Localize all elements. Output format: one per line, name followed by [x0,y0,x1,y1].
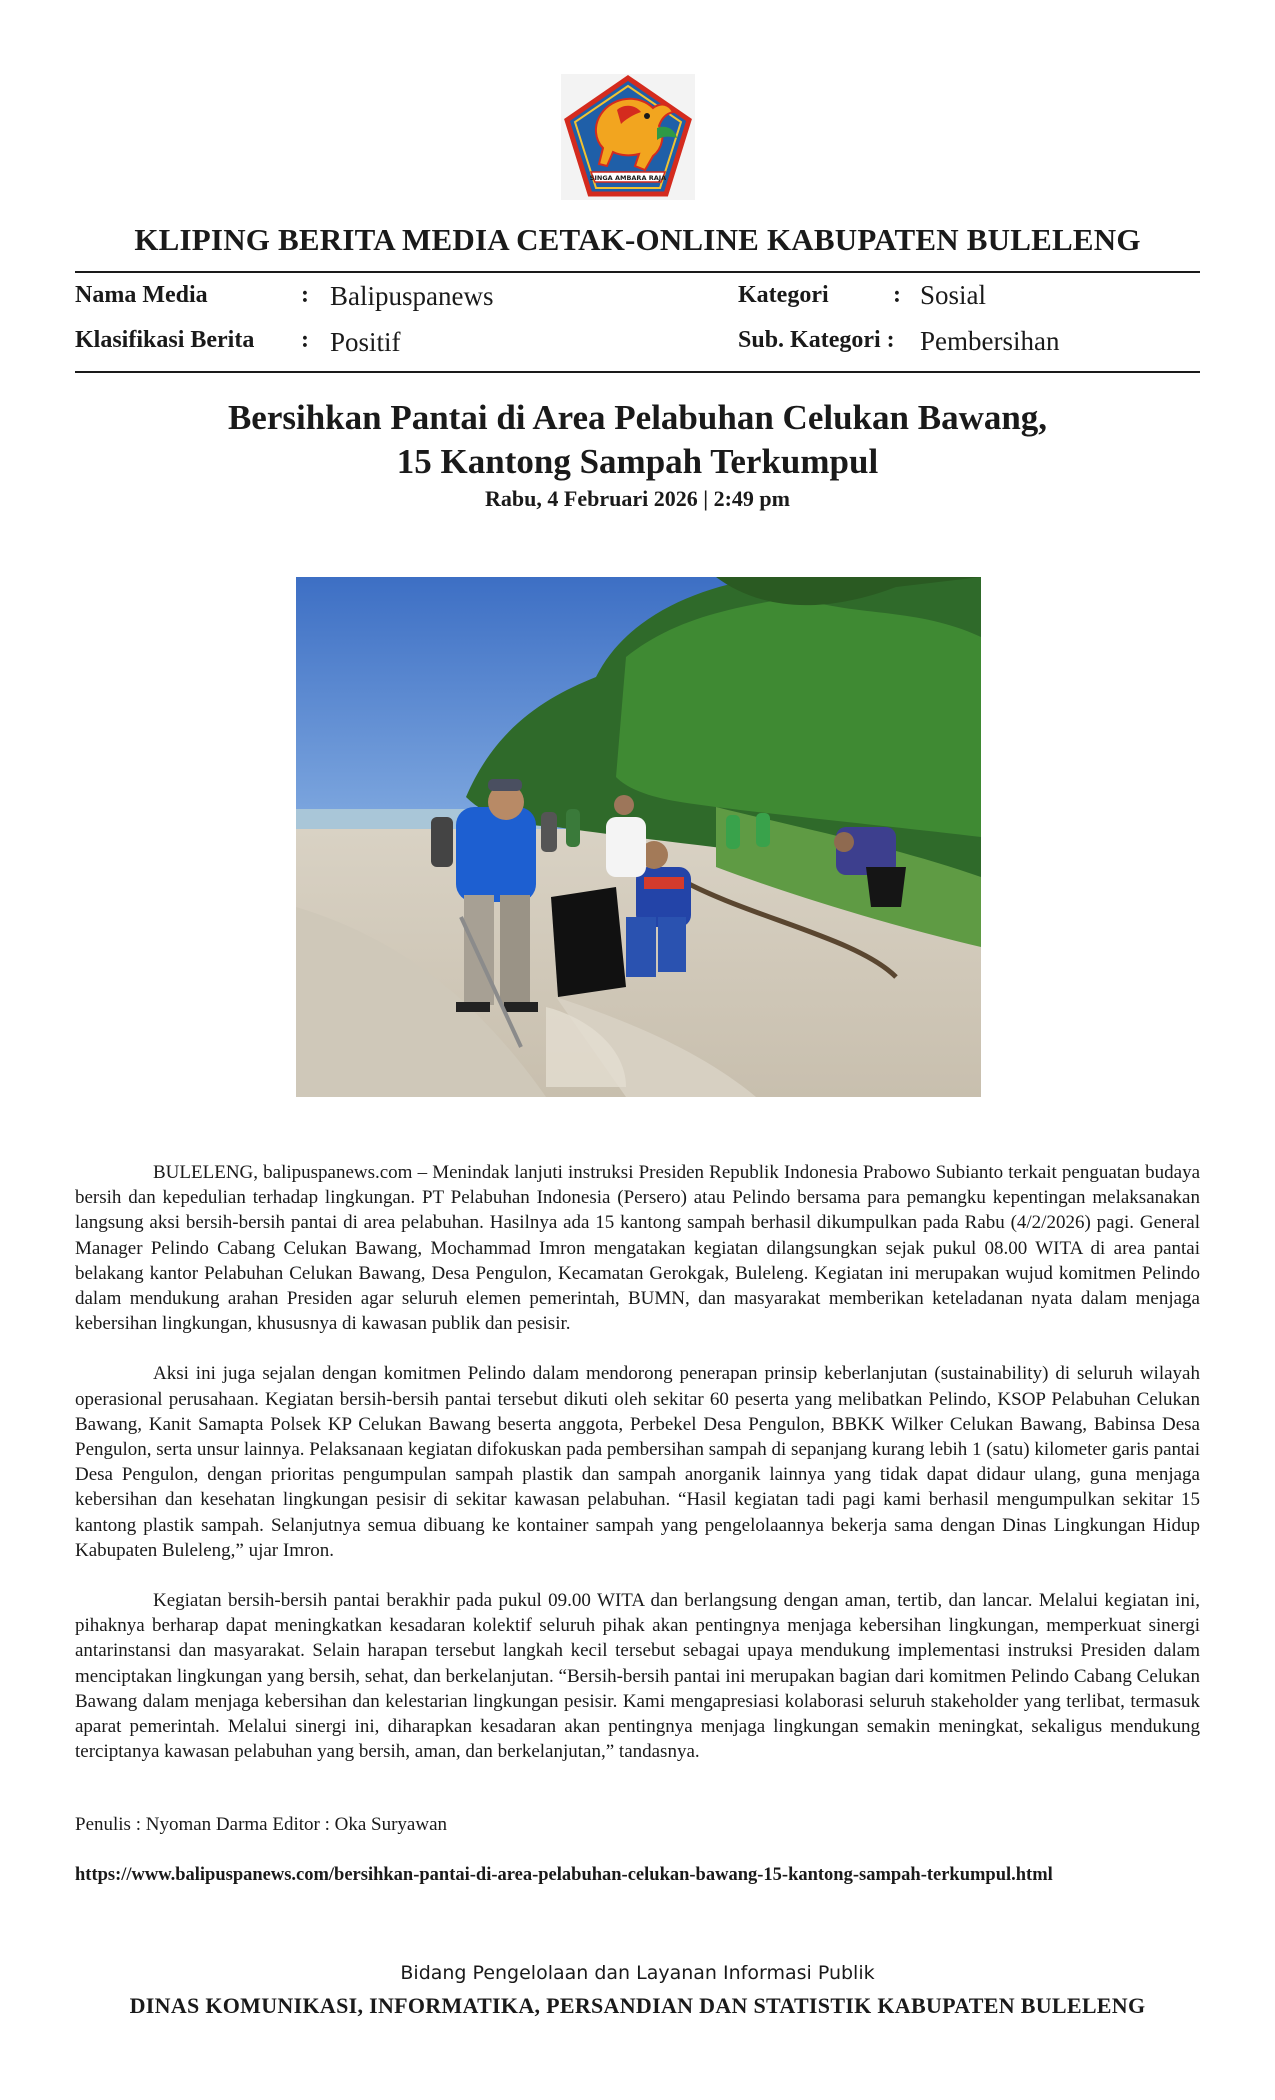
bottom-divider [75,371,1200,373]
article-headline-line1: Bersihkan Pantai di Area Pelabuhan Celukan Bawang, [227,398,1048,437]
regency-logo [561,74,695,200]
footer-agency: DINAS KOMUNIKASI, INFORMATIKA, PERSANDIAN DAN STATISTIK KABUPATEN BULELENG [129,1993,1146,2018]
kategori-label: Kategori [738,282,829,308]
klasifikasi-colon: : [301,327,309,353]
footer-division: Bidang Pengelolaan dan Layanan Informasi Publik [400,1962,875,1984]
beach-cleanup-photo [296,577,981,1097]
klasifikasi-value: Positif [330,327,401,357]
svg-text:SINGA AMBARA RAJA: SINGA AMBARA RAJA [589,174,667,182]
crest-icon [561,74,695,200]
subkategori-value: Pembersihan [920,326,1060,356]
kategori-colon: : [893,282,901,308]
source-link[interactable]: https://www.balipuspanews.com/bersihkan-pantai-di-area-pelabuhan-celukan-bawang-15-kantong-sampah-terkumpul.html [75,1865,1053,1885]
clipping-title: KLIPING BERITA MEDIA CETAK-ONLINE KABUPATEN BULELENG [134,222,1141,257]
article-photo [296,577,981,1097]
subkategori-label: Sub. Kategori : [738,327,895,353]
article-credits: Penulis : Nyoman Darma Editor : Oka Suryawan [75,1814,448,1835]
top-divider [75,271,1200,273]
article-paragraph: Aksi ini juga sejalan dengan komitmen Pelindo dalam mendorong penerapan prinsip keberlanjutan (sustainability) di seluruh wilayah operasional perusahaan. Kegiatan bersih-bersih pantai tersebut dikuti oleh sekitar 60 peserta yang melibatkan Pelindo, KSOP Pelabuhan Celukan Bawang, Kanit Samapta Polsek KP Celukan Bawang beserta anggota, Perbekel Desa Pengulon, BBKK Wilker Celukan Bawang, Babinsa Desa Pengulon, serta unsur lainnya. Pelaksanaan kegiatan difokuskan pada pembersihan sampah di sepanjang kurang lebih 1 (satu) kilometer garis pantai Desa Pengulon, dengan prioritas pengumpulan sampah plastik dan sampah anorganik lainnya yang tidak dapat didaur ulang, guna menjaga kebersihan dan kesehatan lingkungan pesisir di sekitar kawasan pelabuhan. “Hasil kegiatan tadi pagi kami berhasil mengumpulkan sekitar 15 kantong plastik sampah. Selanjutnya semua dibuang ke kontainer sampah yang pengelolaannya bekerja sama dengan Dinas Lingkungan Hidup Kabupaten Buleleng,” ujar Imron. [75,1363,1200,1561]
klasifikasi-label: Klasifikasi Berita [75,327,255,353]
article-headline-line2: 15 Kantong Sampah Terkumpul [396,442,879,481]
media-colon: : [301,282,309,308]
article-dateline: Rabu, 4 Februari 2026 | 2:49 pm [485,486,790,511]
kategori-value: Sosial [920,280,987,310]
article-paragraph: BULELENG, balipuspanews.com – Menindak lanjuti instruksi Presiden Republik Indonesia Prabowo Subianto terkait penguatan budaya bersih dan kepedulian terhadap lingkungan. PT Pelabuhan Indonesia (Persero) atau Pelindo bersama para pemangku kepentingan melaksanakan langsung aksi bersih-bersih pantai di area pelabuhan. Hasilnya ada 15 kantong sampah berhasil dikumpulkan pada Rabu (4/2/2026) pagi. General Manager Pelindo Cabang Celukan Bawang, Mochammad Imron mengatakan kegiatan dilangsungkan sejak pukul 08.00 WITA di area pantai belakang kantor Pelabuhan Celukan Bawang, Desa Pengulon, Kecamatan Gerokgak, Buleleng. Kegiatan ini merupakan wujud komitmen Pelindo dalam mendukung arahan Presiden agar seluruh elemen pemerintah, BUMN, dan masyarakat memberikan keteladanan nyata dalam menjaga kebersihan lingkungan, khususnya di kawasan publik dan pesisir. [75,1162,1200,1335]
article-body [75,1160,1200,1789]
media-label: Nama Media [75,282,208,308]
article-paragraph: Kegiatan bersih-bersih pantai berakhir pada pukul 09.00 WITA dan berlangsung dengan aman, tertib, dan lancar. Melalui kegiatan ini, pihaknya berharap dapat meningkatkan kesadaran kolektif seluruh pihak akan pentingnya menjaga kebersihan lingkungan, memperkuat sinergi antarinstansi dan masyarakat. Selain harapan tersebut langkah kecil tersebut sebagai upaya mendukung implementasi instruksi Presiden dalam menciptakan lingkungan yang bersih, sehat, dan berkelanjutan. “Bersih-bersih pantai ini merupakan bagian dari komitmen Pelindo Cabang Celukan Bawang dalam menjaga kebersihan dan kelestarian lingkungan pesisir. Kami mengapresiasi kolaborasi seluruh stakeholder yang terlibat, termasuk aparat pemerintah. Melalui sinergi ini, diharapkan kesadaran akan pentingnya menjaga lingkungan semakin meningkat, sekaligus mendukung terciptanya kawasan pelabuhan yang bersih, aman, dan berkelanjutan,” tandasnya. [75,1590,1200,1763]
media-value: Balipuspanews [330,281,494,311]
